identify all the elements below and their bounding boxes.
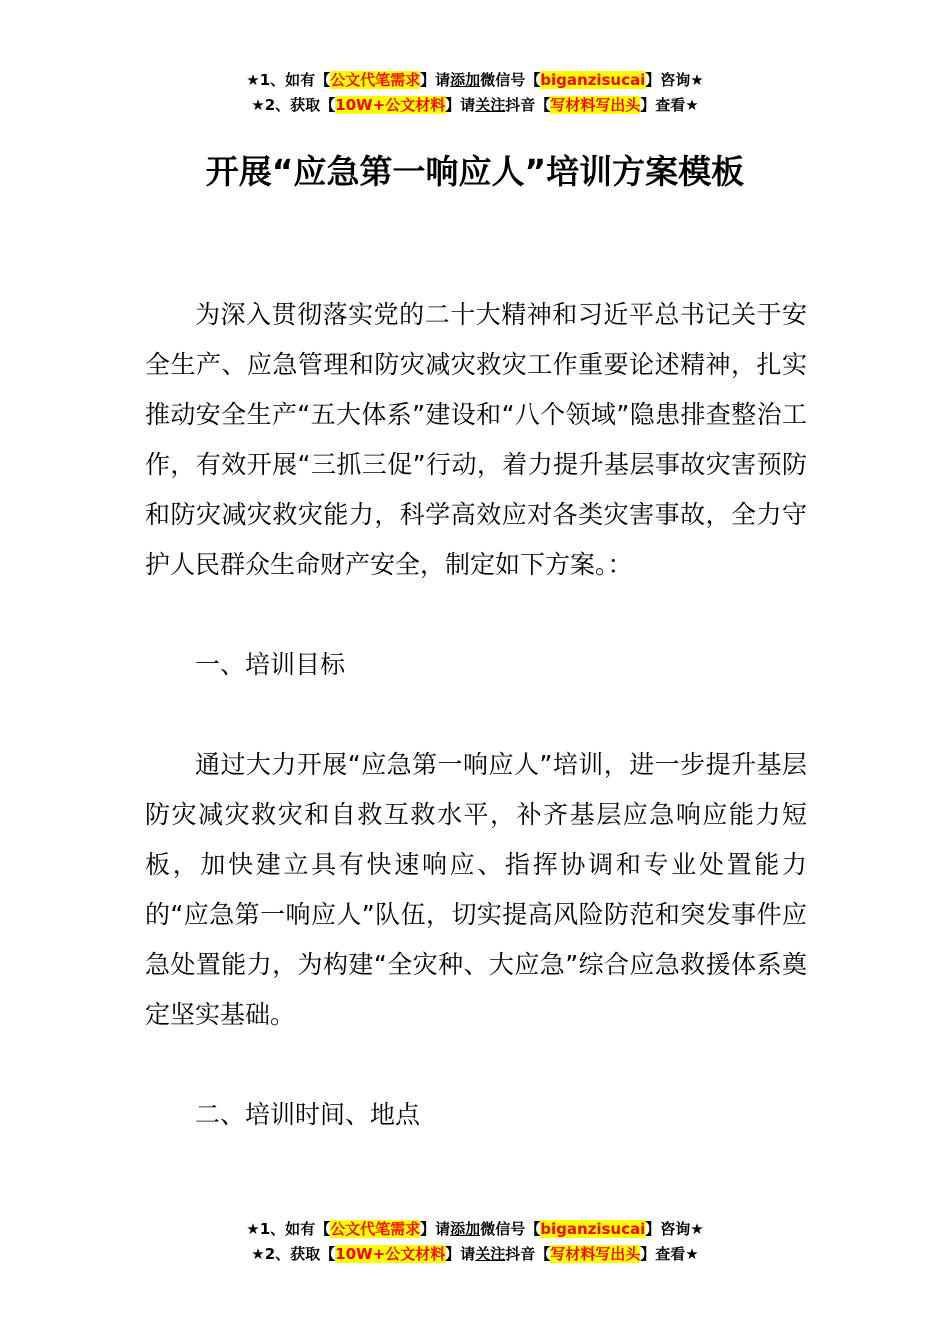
banner-text: 2、获取【 xyxy=(264,1245,336,1263)
star-icon: ★ xyxy=(690,71,704,89)
banner-text: 2、获取【 xyxy=(264,96,336,114)
intro-paragraph: 为深入贯彻落实党的二十大精神和习近平总书记关于安全生产、应急管理和防灾减灾救灾工作重要论述精神，扎实推动安全生产“五大体系”建设和“八个领域”隐患排查整治工作，有效开展“三抓三促”行动，着力提升基层事故灾害预防和防灾减灾救灾能力，科学高效应对各类灾害事故，全力守护人民群众生命财产安全，制定如下方案。： xyxy=(145,300,807,579)
banner-highlight: 写材料写出头 xyxy=(550,1245,641,1263)
star-icon: ★ xyxy=(251,96,265,114)
banner-highlight: biganzisucai xyxy=(540,71,646,89)
banner-highlight: 10W+公文材料 xyxy=(335,1245,446,1263)
banner-text: 1、如有【 xyxy=(259,1220,331,1238)
banner-text: 】请 xyxy=(420,71,451,89)
banner-underline: 关注 xyxy=(475,1245,506,1263)
banner-text: 1、如有【 xyxy=(259,71,331,89)
banner-text: 】咨询 xyxy=(645,71,691,89)
banner-underline: 添加 xyxy=(450,71,481,89)
header-banner xyxy=(0,68,950,118)
star-icon: ★ xyxy=(685,96,699,114)
section-heading-2: 二、培训时间、地点 xyxy=(195,1100,421,1129)
banner-line-2 xyxy=(0,1242,950,1267)
document-body xyxy=(145,290,807,1140)
footer-banner xyxy=(0,1217,950,1267)
banner-text: 】查看 xyxy=(640,96,686,114)
paragraph-spacer xyxy=(145,690,807,740)
document-title: 开展“应急第一响应人”培训方案模板 xyxy=(205,152,745,191)
banner-text: 】请 xyxy=(445,1245,476,1263)
section-body-1: 通过大力开展“应急第一响应人”培训，进一步提升基层防灾减灾救灾和自救互救水平，补齐基层应急响应能力短板，加快建立具有快速响应、指挥协调和专业处置能力的“应急第一响应人”队伍，切实提高风险防范和突发事件应急处置能力，为构建“全灾种、大应急”综合应急救援体系奠定坚实基础。 xyxy=(145,750,807,1029)
star-icon: ★ xyxy=(246,1220,260,1238)
banner-line-1 xyxy=(0,1217,950,1242)
star-icon: ★ xyxy=(251,1245,265,1263)
star-icon: ★ xyxy=(690,1220,704,1238)
banner-underline: 添加 xyxy=(450,1220,481,1238)
banner-highlight: 公文代笔需求 xyxy=(330,71,421,89)
banner-highlight: 10W+公文材料 xyxy=(335,96,446,114)
section-heading-1: 一、培训目标 xyxy=(195,650,346,679)
paragraph-spacer xyxy=(145,590,807,640)
banner-underline: 关注 xyxy=(475,96,506,114)
banner-highlight: 公文代笔需求 xyxy=(330,1220,421,1238)
banner-text: 】咨询 xyxy=(645,1220,691,1238)
banner-text: 微信号【 xyxy=(480,1220,541,1238)
banner-text: 抖音【 xyxy=(505,1245,551,1263)
star-icon: ★ xyxy=(246,71,260,89)
banner-highlight: 写材料写出头 xyxy=(550,96,641,114)
banner-highlight: biganzisucai xyxy=(540,1220,646,1238)
banner-text: 】请 xyxy=(445,96,476,114)
banner-line-2 xyxy=(0,93,950,118)
paragraph-spacer xyxy=(145,1040,807,1090)
star-icon: ★ xyxy=(685,1245,699,1263)
banner-text: 】请 xyxy=(420,1220,451,1238)
banner-text: 微信号【 xyxy=(480,71,541,89)
banner-text: 】查看 xyxy=(640,1245,686,1263)
banner-line-1 xyxy=(0,68,950,93)
banner-text: 抖音【 xyxy=(505,96,551,114)
